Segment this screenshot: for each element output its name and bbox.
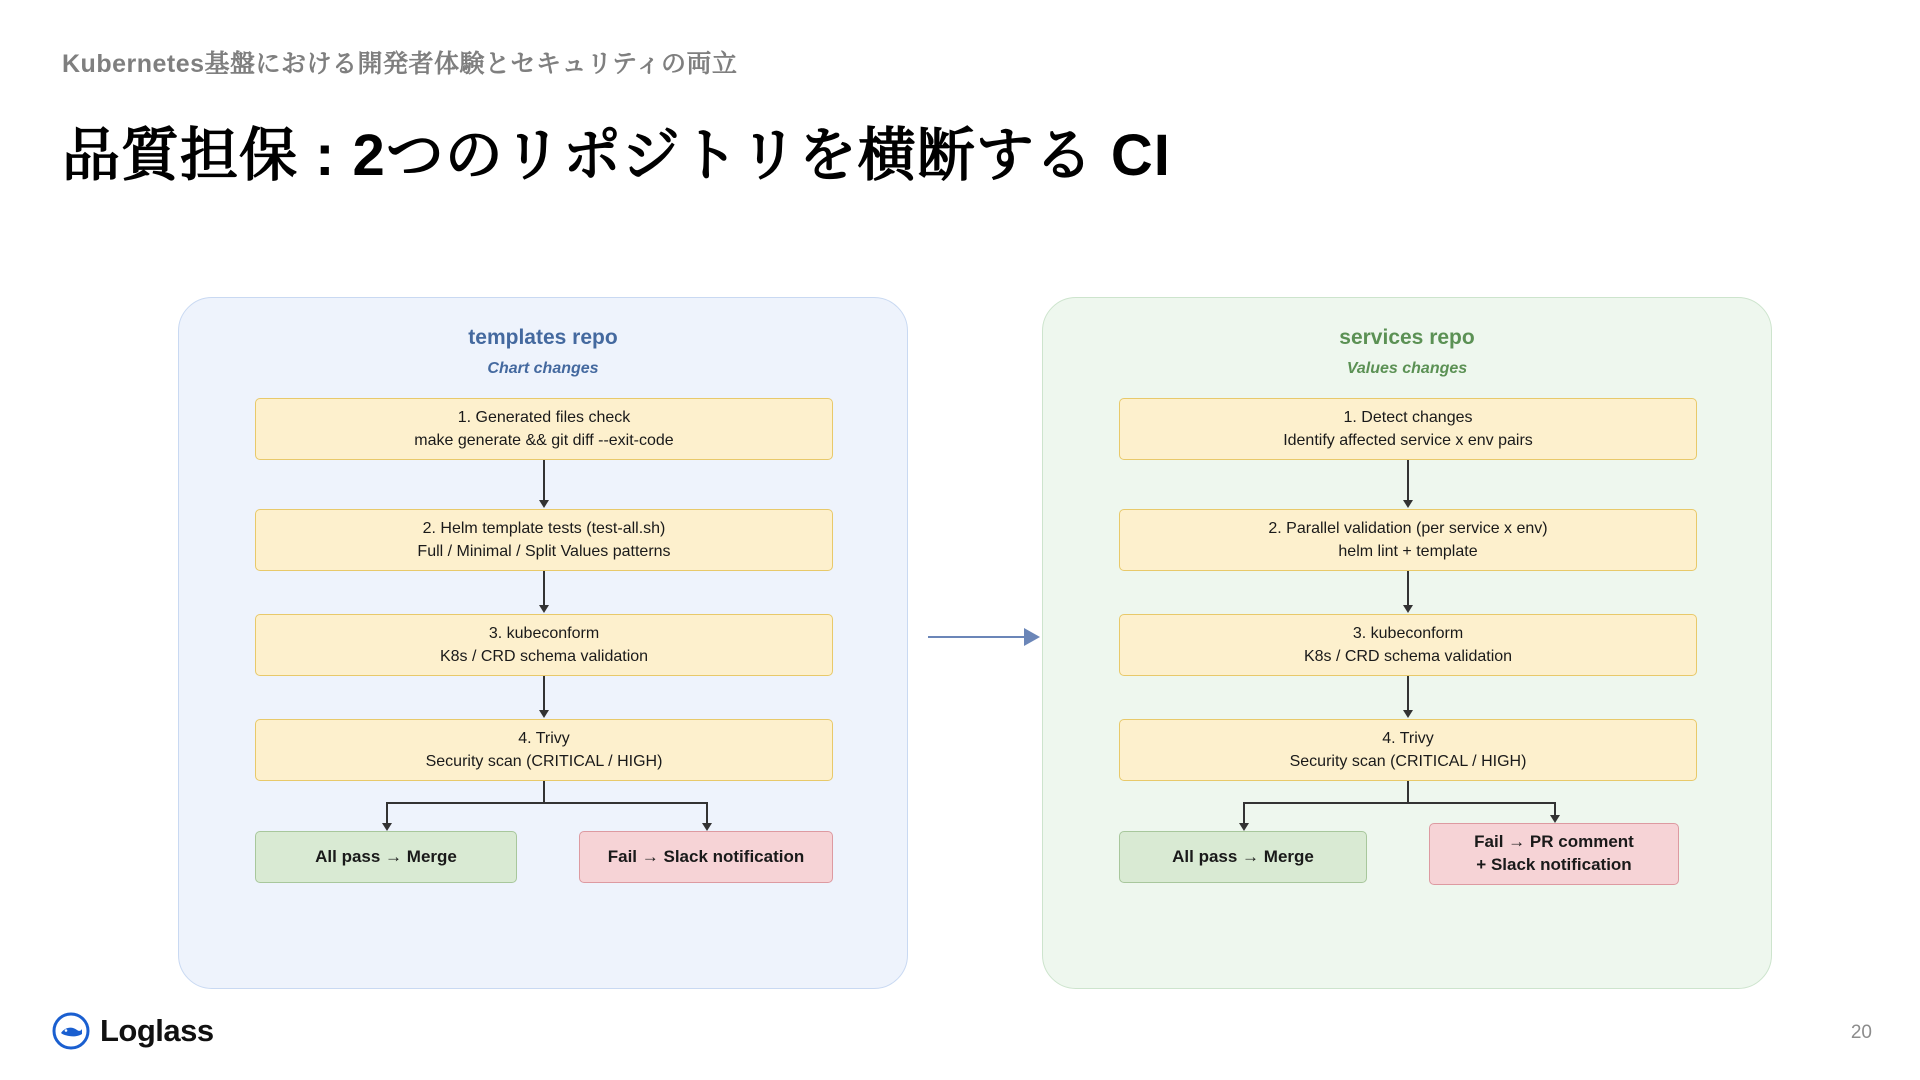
step-box-right-1 [1119,398,1697,460]
panel-subtitle-services: Values changes [1346,360,1468,377]
result-box-right-fail [1429,823,1679,885]
step-box-right-3 [1119,614,1697,676]
step-left-4-line1: 4. Trivy [518,729,570,747]
panel-subtitle-templates: Chart changes [487,360,599,377]
logo-text: Loglass [100,1013,214,1048]
loglass-whale-icon [52,1012,90,1050]
result-box-left-pass [255,831,517,883]
step-right-1-line1: 1. Detect changes [1343,408,1473,426]
connector-left-3-4 [543,676,545,711]
page-title: 品質担保 : 2つのリポジトリを横断する CI [62,123,1171,188]
step-left-2-line2: Full / Minimal / Split Values patterns [417,543,671,560]
panel-templates-repo [178,297,908,989]
connector-right-fork-stem [1407,781,1409,803]
result-box-left-fail [579,831,833,883]
connector-right-fork-fail [1554,802,1556,816]
step-left-1-line1: 1. Generated files check [457,408,631,426]
connector-right-1-2-arrowhead [1403,500,1413,508]
step-right-2-line1: 2. Parallel validation (per service x env) [1268,519,1548,537]
connector-right-2-3 [1407,571,1409,606]
result-right-fail-line2: + Slack notification [1476,855,1632,874]
step-left-2-line1: 2. Helm template tests (test-all.sh) [422,519,666,537]
step-left-4-line2: Security scan (CRITICAL / HIGH) [425,753,663,770]
page-number: 20 [1850,1022,1872,1043]
step-right-3-line2: K8s / CRD schema validation [1303,648,1513,665]
connector-left-fork-pass [386,802,388,824]
connector-left-1-2 [543,460,545,501]
step-box-right-4 [1119,719,1697,781]
step-left-3-line2: K8s / CRD schema validation [439,648,649,665]
panel-services-repo [1042,297,1772,989]
step-right-4-line2: Security scan (CRITICAL / HIGH) [1289,753,1527,770]
panel-title-services: services repo [1339,326,1475,349]
step-left-3-line1: 3. kubeconform [488,624,600,642]
ci-flow-diagram [0,290,1920,990]
connector-right-3-4 [1407,676,1409,711]
connector-right-fork-pass [1243,802,1245,824]
connector-left-2-3 [543,571,545,606]
step-left-1-line2: make generate && git diff --exit-code [414,432,674,449]
connector-right-fork-bar [1243,802,1555,804]
footer-logo [52,1012,214,1050]
connector-right-2-3-arrowhead [1403,605,1413,613]
connector-left-3-4-arrowhead [539,710,549,718]
step-box-right-2 [1119,509,1697,571]
result-right-pass-label: All pass → Merge [1172,846,1314,866]
step-right-2-line2: helm lint + template [1338,543,1478,560]
step-box-left-2 [255,509,833,571]
connector-right-3-4-arrowhead [1403,710,1413,718]
panel-title-templates: templates repo [468,326,618,349]
connector-right-1-2 [1407,460,1409,501]
connector-left-fork-fail [706,802,708,824]
step-right-1-line2: Identify affected service x env pairs [1283,432,1533,449]
connector-left-fork-bar [386,802,706,804]
step-right-4-line1: 4. Trivy [1382,729,1434,747]
result-left-fail-label: Fail → Slack notification [607,846,805,866]
slide-eyebrow: Kubernetes基盤における開発者体験とセキュリティの両立 [62,50,738,78]
connector-left-2-3-arrowhead [539,605,549,613]
result-left-pass-label: All pass → Merge [315,846,457,866]
cross-panel-arrow-head [1024,628,1040,646]
connector-right-fail-arrowhead [1550,815,1560,823]
connector-right-pass-arrowhead [1239,823,1249,831]
step-box-left-1 [255,398,833,460]
connector-left-1-2-arrowhead [539,500,549,508]
connector-left-pass-arrowhead [382,823,392,831]
result-box-right-pass [1119,831,1367,883]
connector-left-fail-arrowhead [702,823,712,831]
cross-panel-arrow-line [928,636,1028,638]
result-right-fail-line1: Fail → PR comment [1474,832,1634,852]
step-right-3-line1: 3. kubeconform [1352,624,1464,642]
connector-left-fork-stem [543,781,545,803]
step-box-left-3 [255,614,833,676]
step-box-left-4 [255,719,833,781]
